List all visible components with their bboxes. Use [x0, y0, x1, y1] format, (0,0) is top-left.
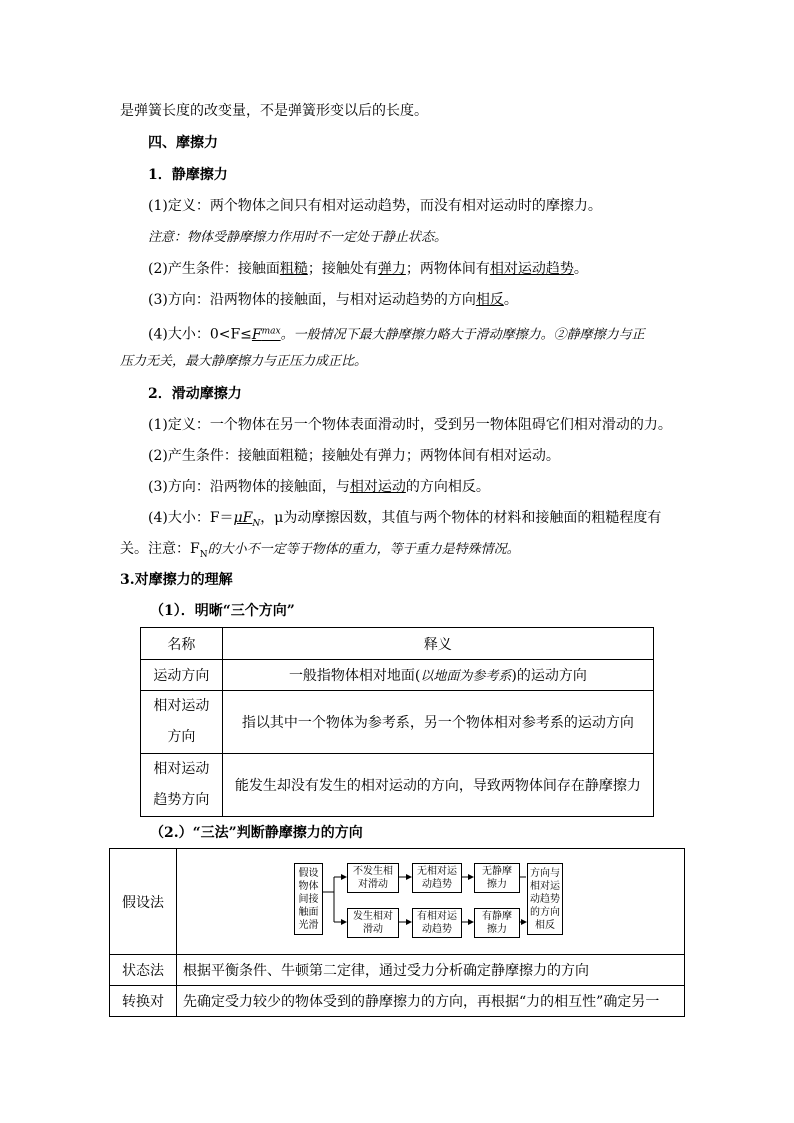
static-condition-text: ；接触处有	[307, 261, 378, 277]
static-magnitude-text: (4)大小：0<F≤	[148, 326, 252, 343]
static-direction-opposite: 相反	[475, 292, 504, 308]
fn-subscript: N	[252, 518, 261, 529]
sliding-note-text: 的大小不一定等于物体的重力，等于重力是特殊情况。	[207, 542, 520, 557]
flow-box-no-trend	[412, 863, 462, 893]
mu-fn-symbol: μF	[233, 510, 253, 526]
static-direction	[148, 290, 518, 310]
header-name: 名称	[141, 628, 223, 660]
flow-box-line: 相反	[535, 919, 555, 931]
flow-box-line: 相对运	[530, 880, 560, 892]
static-condition	[148, 259, 588, 279]
row-name	[141, 691, 223, 754]
table-row	[110, 849, 685, 955]
intro-line: 是弹簧长度的改变量，不是弹簧形变以后的长度。	[120, 103, 428, 119]
flow-box-no-sliding	[347, 863, 399, 893]
hypothesis-flowchart	[177, 849, 684, 954]
sliding-magnitude-text: ，μ为动摩擦因数，其值与两个物体的材料和接触面的粗糙程度有	[260, 510, 662, 526]
hypothesis-flowchart-cell	[177, 849, 685, 955]
flow-box-line: 无相对运	[417, 866, 457, 877]
flow-box-line: 对滑动	[358, 879, 388, 890]
flow-box-line: 方向与	[530, 867, 560, 879]
three-methods-table	[109, 848, 685, 1017]
subheading-three-methods: （2.）“三法”判断静摩擦力的方向	[150, 825, 363, 841]
sliding-direction-relative: 相对运动	[349, 479, 406, 495]
row-name-line: 趋势方向	[153, 792, 210, 808]
sliding-direction	[148, 477, 490, 497]
flow-box-line: 动趋势	[422, 924, 452, 935]
row-name-line: 相对运动	[153, 761, 210, 777]
static-condition-text: ；两物体间有	[405, 261, 490, 277]
row-desc	[222, 660, 653, 691]
static-condition-elastic: 弹力	[377, 261, 406, 277]
flow-box-has-trend	[412, 908, 462, 938]
flow-box-line: 不发生相	[353, 866, 393, 877]
static-definition: (1)定义：两个物体之间只有相对运动趋势，而没有相对运动时的摩擦力。	[148, 198, 602, 214]
static-magnitude-text: 。一般情况下最大静摩擦力略大于滑动摩擦力。②静摩擦力与正	[280, 327, 645, 343]
static-condition-rough: 粗糙	[279, 261, 308, 277]
table-row	[110, 986, 685, 1017]
subheading-static-friction: 1．静摩擦力	[148, 167, 228, 183]
flow-box-line: 滑动	[363, 924, 383, 935]
flow-box-text	[482, 910, 512, 936]
flow-box-line: 触面	[298, 906, 319, 918]
sliding-magnitude-line2	[120, 539, 520, 565]
table-row	[141, 660, 654, 691]
sliding-magnitude-text: (4)大小：F＝	[148, 510, 234, 526]
method-name: 假设法	[110, 849, 177, 955]
row-name-line: 相对运动	[153, 698, 210, 714]
table-row	[110, 955, 685, 986]
row-desc: 指以其中一个物体为参考系，另一个物体相对参考系的运动方向	[222, 691, 653, 754]
flow-box-has-static-friction	[474, 908, 520, 938]
static-direction-text: (3)方向：沿两物体的接触面，与相对运动趋势的方向	[148, 292, 476, 308]
row-desc-note: 以地面为参考系	[420, 669, 512, 684]
sliding-note-text: 关。注意：F	[120, 541, 200, 557]
flow-box-line: 物体	[298, 880, 319, 892]
flow-box-text	[353, 910, 393, 936]
method-desc: 先确定受力较少的物体受到的静摩擦力的方向，再根据“力的相互性”确定另一	[177, 986, 685, 1017]
flow-box-text	[482, 865, 512, 891]
sliding-magnitude	[148, 508, 661, 534]
method-desc: 根据平衡条件、牛顿第二定律，通过受力分析确定静摩擦力的方向	[177, 955, 685, 986]
flow-box-line: 的方向	[530, 906, 560, 918]
flow-box-line: 间接	[298, 893, 319, 905]
flow-box-line: 假设	[298, 867, 319, 879]
static-condition-text: (2)产生条件：接触面	[148, 261, 280, 277]
static-condition-trend: 相对运动趋势	[489, 261, 574, 277]
sliding-direction-text: 的方向相反。	[405, 479, 490, 495]
flow-box-text	[299, 867, 319, 932]
flow-box-line: 无静摩	[482, 866, 512, 877]
static-magnitude	[148, 321, 645, 346]
header-meaning: 释义	[222, 628, 653, 660]
flow-box-line: 擦力	[487, 879, 507, 890]
table-row	[141, 754, 654, 817]
table-row	[141, 691, 654, 754]
static-magnitude-line2: 压力无关，最大静摩擦力与正压力成正比。	[120, 354, 368, 369]
static-magnitude-fmax	[252, 327, 281, 343]
flow-box-line: 擦力	[487, 924, 507, 935]
sliding-magnitude-formula	[233, 510, 261, 529]
row-name	[141, 754, 223, 817]
flow-box-line: 有静摩	[482, 911, 512, 922]
flow-box-line: 动趋势	[530, 893, 560, 905]
flow-box-no-static-friction	[474, 863, 520, 893]
sliding-condition: (2)产生条件：接触面粗糙；接触处有弹力；两物体间有相对运动。	[148, 448, 560, 464]
table-header-row	[141, 628, 654, 660]
row-desc-text: )的运动方向	[511, 668, 587, 684]
static-note: 注意：物体受静摩擦力作用时不一定处于静止状态。	[148, 230, 448, 245]
sliding-definition: (1)定义：一个物体在另一个物体表面滑动时，受到另一物体阻碍它们相对滑动的力。	[148, 417, 672, 433]
flow-box-text	[417, 910, 457, 936]
flow-box-line: 有相对运	[417, 911, 457, 922]
subheading-three-directions: （1）．明晰“三个方向”	[150, 603, 295, 619]
subheading-sliding-friction: 2．滑动摩擦力	[148, 386, 242, 402]
fmax-symbol: F	[251, 326, 262, 343]
flow-box-text	[417, 865, 457, 891]
flow-box-line: 光滑	[298, 919, 319, 931]
sliding-direction-text: (3)方向：沿两物体的接触面，与	[148, 479, 350, 495]
section-heading-friction: 四、摩擦力	[148, 135, 218, 151]
method-name: 状态法	[110, 955, 177, 986]
fmax-subscript: max	[261, 326, 281, 336]
row-desc: 能发生却没有发生的相对运动的方向，导致两物体间存在静摩擦力	[222, 754, 653, 817]
flow-box-text	[353, 865, 393, 891]
row-name-line: 方向	[167, 729, 196, 745]
row-desc-text: 一般指物体相对地面(	[288, 668, 421, 684]
static-condition-text: 。	[573, 261, 588, 277]
fn-subscript: N	[199, 549, 208, 560]
method-name: 转换对	[110, 986, 177, 1017]
three-directions-table	[140, 627, 654, 817]
static-direction-text: 。	[503, 292, 518, 308]
row-name: 运动方向	[141, 660, 223, 691]
flow-box-start	[294, 863, 323, 935]
flow-box-line: 发生相对	[353, 911, 393, 922]
flow-box-line: 动趋势	[422, 879, 452, 890]
section-heading-understanding: 3.对摩擦力的理解	[120, 572, 233, 588]
flow-box-sliding	[347, 908, 399, 938]
flow-box-end	[527, 863, 563, 935]
flow-box-text	[530, 867, 560, 932]
